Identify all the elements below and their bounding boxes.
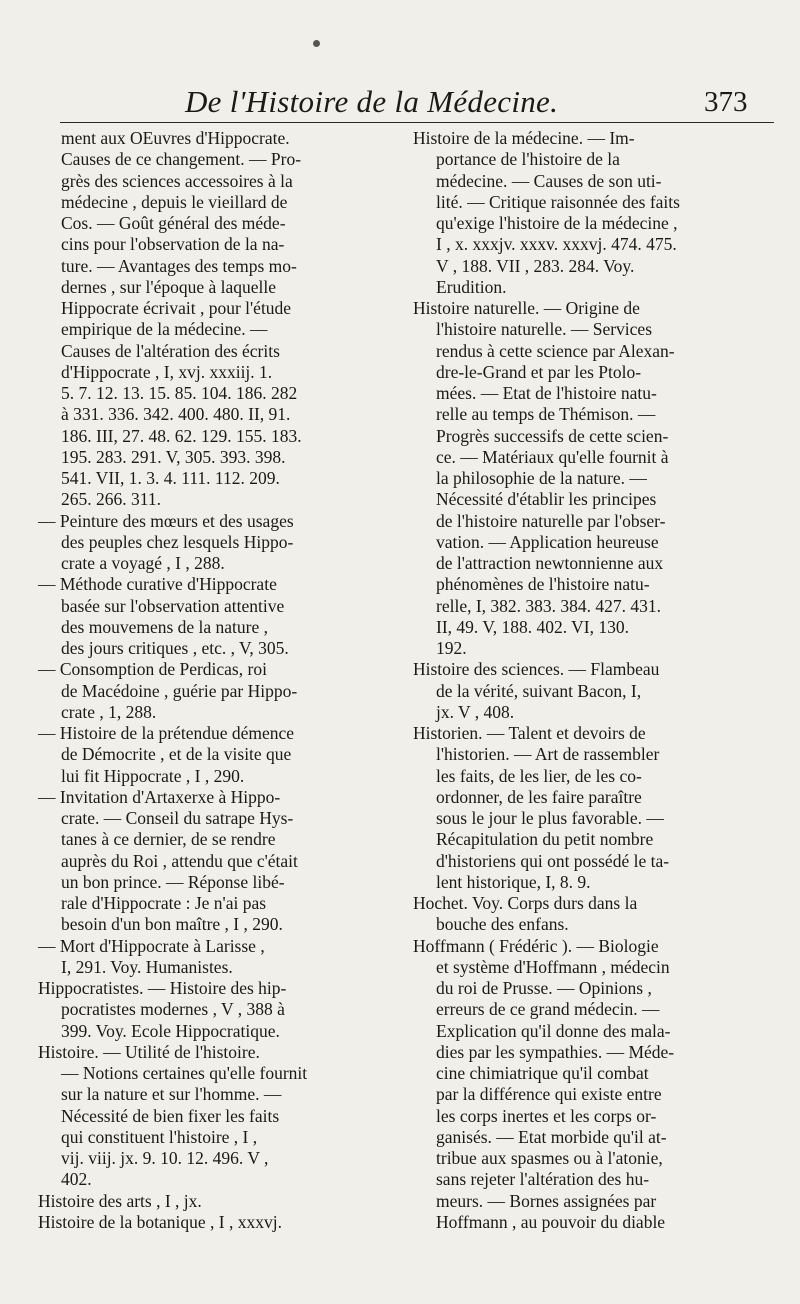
index-line: vij. viij. jx. 9. 10. 12. 496. V , (61, 1148, 269, 1168)
index-line: médecine , depuis le vieillard de (61, 191, 288, 212)
index-line: II, 49. V, 188. 402. VI, 130. (436, 616, 629, 637)
index-line: 192. (436, 638, 467, 658)
index-line: 195. 283. 291. V, 305. 393. 398. (61, 446, 286, 467)
index-line: rendus à cette science par Alexan- (436, 340, 675, 361)
index-line: Causes de ce changement. — Pro- (61, 149, 302, 170)
running-title: De l'Histoire de la Médecine. (185, 84, 559, 119)
index-line: par la différence qui existe entre (436, 1084, 662, 1105)
index-line: tanes à ce dernier, de se rendre (61, 829, 276, 850)
index-line: ordonner, de les faire paraître (436, 786, 642, 807)
index-line: des jours critiques , etc. , V, 305. (61, 638, 289, 658)
right-column (413, 128, 759, 1233)
print-dot-mark (313, 40, 320, 47)
index-line: de Macédoine , guérie par Hippo- (61, 680, 298, 701)
index-line: basée sur l'observation attentive (61, 595, 285, 616)
index-line: grès des sciences accessoires à la (61, 170, 293, 191)
index-line: lui fit Hippocrate , I , 290. (61, 765, 245, 786)
index-line: médecine. — Causes de son uti- (436, 170, 662, 191)
index-line: rale d'Hippocrate : Je n'ai pas (61, 893, 267, 913)
index-line: sans rejeter l'altération des hu- (436, 1169, 650, 1190)
index-line: la philosophie de la nature. — (436, 468, 647, 488)
index-line: lité. — Critique raisonnée des faits (436, 191, 680, 212)
index-line: Histoire. — Utilité de l'histoire. (38, 1041, 260, 1062)
index-line: Progrès successifs de cette scien- (436, 425, 669, 446)
index-line: qu'exige l'histoire de la médecine , (436, 213, 678, 233)
index-line: Cos. — Goût général des méde- (61, 213, 286, 233)
index-line: Histoire de la botanique , I , xxxvj. (38, 1211, 282, 1232)
index-line: 186. III, 27. 48. 62. 129. 155. 183. (61, 425, 302, 446)
index-line: 265. 266. 311. (61, 489, 161, 510)
index-line: sous le jour le plus favorable. — (436, 808, 664, 828)
index-line: I, 291. Voy. Humanistes. (61, 956, 233, 977)
index-line: Hippocrate écrivait , pour l'étude (61, 298, 292, 318)
index-line: — Consomption de Perdicas, roi (38, 659, 267, 680)
index-line: du roi de Prusse. — Opinions , (436, 978, 652, 998)
index-line: cins pour l'observation de la na- (61, 234, 285, 255)
index-line: de l'histoire naturelle par l'obser- (436, 510, 666, 531)
index-line: I , x. xxxjv. xxxv. xxxvj. 474. 475. (436, 234, 677, 255)
index-line: auprès du Roi , attendu que c'était (61, 850, 298, 871)
index-line: tribue aux spasmes ou à l'atonie, (436, 1148, 663, 1168)
index-line: Récapitulation du petit nombre (436, 829, 654, 850)
index-line: vation. — Application heureuse (436, 531, 659, 552)
index-line: ture. — Avantages des temps mo- (61, 255, 297, 276)
index-line: lent historique, I, 8. 9. (436, 871, 591, 892)
index-line: dernes , sur l'époque à laquelle (61, 276, 277, 297)
index-line: ganisés. — Etat morbide qu'il at- (436, 1126, 667, 1147)
index-line: qui constituent l'histoire , I , (61, 1126, 258, 1147)
index-line: bouche des enfans. (436, 914, 569, 935)
index-line: besoin d'un bon maître , I , 290. (61, 914, 283, 935)
index-line: des mouvemens de la nature , (61, 616, 269, 637)
index-line: — Histoire de la prétendue démence (38, 723, 295, 743)
index-line: ce. — Matériaux qu'elle fournit à (436, 446, 669, 467)
index-line: les corps inertes et les corps or- (436, 1105, 657, 1126)
index-line: les faits, de les lier, de les co- (436, 765, 642, 786)
index-line: Hoffmann ( Frédéric ). — Biologie (413, 935, 659, 956)
index-line: ment aux OEuvres d'Hippocrate. (61, 128, 290, 148)
index-line: un bon prince. — Réponse libé- (61, 871, 285, 892)
index-line: — Peinture des mœurs et des usages (38, 510, 294, 531)
index-line: d'Hippocrate , I, xvj. xxxiij. 1. (61, 361, 273, 382)
index-line: empirique de la médecine. — (61, 319, 268, 340)
index-line: de Démocrite , et de la visite que (61, 744, 292, 765)
index-line: Histoire des arts , I , jx. (38, 1190, 202, 1211)
left-column (38, 128, 390, 1233)
index-line: Nécessité de bien fixer les faits (61, 1105, 280, 1126)
index-line: Histoire de la médecine. — Im- (413, 128, 635, 148)
index-line: 5. 7. 12. 13. 15. 85. 104. 186. 282 (61, 383, 298, 403)
index-line: dies par les sympathies. — Méde- (436, 1041, 675, 1062)
index-line: des peuples chez lesquels Hippo- (61, 531, 294, 552)
index-line: sur la nature et sur l'homme. — (61, 1084, 282, 1105)
index-line: de la vérité, suivant Bacon, I, (436, 680, 642, 701)
index-line: 541. VII, 1. 3. 4. 111. 112. 209. (61, 468, 280, 488)
index-line: erreurs de ce grand médecin. — (436, 999, 660, 1020)
index-line: mées. — Etat de l'histoire natu- (436, 383, 657, 403)
index-line: Explication qu'il donne des mala- (436, 1020, 671, 1041)
index-line: crate a voyagé , I , 288. (61, 553, 225, 573)
index-line: relle au temps de Thémison. — (436, 404, 656, 425)
index-line: de l'attraction newtonnienne aux (436, 553, 664, 573)
index-line: à 331. 336. 342. 400. 480. II, 91. (61, 404, 291, 425)
index-line: d'historiens qui ont possédé le ta- (436, 850, 670, 871)
index-line: 402. (61, 1169, 92, 1190)
index-line: Hoffmann , au pouvoir du diable (436, 1211, 666, 1232)
index-line: — Notions certaines qu'elle fournit (61, 1063, 308, 1083)
page-number: 373 (704, 86, 748, 118)
index-line: Hippocratistes. — Histoire des hip- (38, 978, 287, 998)
index-line: jx. V , 408. (436, 701, 515, 722)
running-header (0, 84, 800, 124)
index-line: — Mort d'Hippocrate à Larisse , (38, 935, 265, 956)
index-line: phénomènes de l'histoire natu- (436, 574, 650, 595)
index-line: Historien. — Talent et devoirs de (413, 723, 646, 743)
index-line: — Méthode curative d'Hippocrate (38, 574, 277, 595)
index-line: 399. Voy. Ecole Hippocratique. (61, 1020, 280, 1041)
index-line: Erudition. (436, 276, 507, 297)
index-line: meurs. — Bornes assignées par (436, 1190, 657, 1211)
index-line: relle, I, 382. 383. 384. 427. 431. (436, 595, 662, 616)
index-line: cine chimiatrique qu'il combat (436, 1063, 649, 1083)
index-line: — Invitation d'Artaxerxe à Hippo- (38, 786, 281, 807)
index-line: Nécessité d'établir les principes (436, 489, 657, 510)
index-line: V , 188. VII , 283. 284. Voy. (436, 255, 635, 276)
index-line: pocratistes modernes , V , 388 à (61, 999, 285, 1020)
index-line: et système d'Hoffmann , médecin (436, 956, 670, 977)
index-line: dre-le-Grand et par les Ptolo- (436, 361, 642, 382)
index-line: Hochet. Voy. Corps durs dans la (413, 893, 638, 913)
index-line: l'historien. — Art de rassembler (436, 744, 660, 765)
index-line: Causes de l'altération des écrits (61, 340, 280, 361)
index-line: Histoire naturelle. — Origine de (413, 298, 640, 318)
index-line: l'histoire naturelle. — Services (436, 319, 653, 340)
header-rule (60, 122, 774, 123)
index-line: portance de l'histoire de la (436, 149, 620, 170)
index-line: crate. — Conseil du satrape Hys- (61, 808, 294, 828)
index-line: Histoire des sciences. — Flambeau (413, 659, 660, 680)
index-line: crate , 1, 288. (61, 701, 157, 722)
